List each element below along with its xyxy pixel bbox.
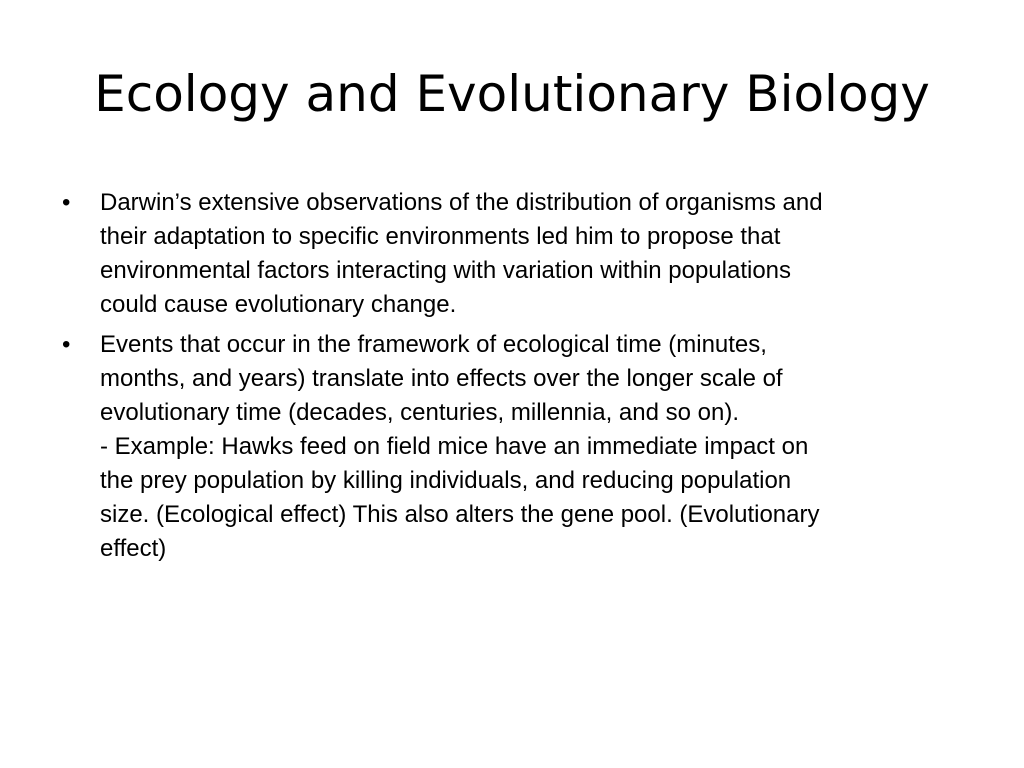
bullet-dot-icon: • (62, 189, 71, 216)
bullet-1-line-4: could cause evolutionary change. (100, 291, 457, 318)
bullet-item-2 (62, 328, 972, 566)
bullet-list (62, 186, 972, 566)
bullet-2-line-3: evolutionary time (decades, centuries, millennia, and so on). (100, 399, 739, 426)
bullet-2-line-1: Events that occur in the framework of ecological time (minutes, (100, 331, 767, 358)
bullet-1-line-3: environmental factors interacting with variation within populations (100, 257, 792, 284)
bullet-2-line-6: size. (Ecological effect) This also alters the gene pool. (Evolutionary (100, 501, 820, 528)
bullet-2-line-2: months, and years) translate into effects over the longer scale of (100, 365, 783, 392)
bullet-1-line-2: their adaptation to specific environments led him to propose that (100, 223, 781, 250)
slide-body (62, 186, 972, 572)
bullet-2-line-5: the prey population by killing individuals, and reducing population (100, 467, 792, 494)
bullet-2-line-7: effect) (100, 535, 167, 562)
bullet-2-line-4: - Example: Hawks feed on field mice have an immediate impact on (100, 433, 809, 460)
bullet-1-line-1: Darwin’s extensive observations of the distribution of organisms and (100, 189, 823, 216)
bullet-item-1 (62, 186, 972, 322)
bullet-dot-icon: • (62, 331, 71, 358)
slide-title: Ecology and Evolutionary Biology (94, 65, 930, 123)
